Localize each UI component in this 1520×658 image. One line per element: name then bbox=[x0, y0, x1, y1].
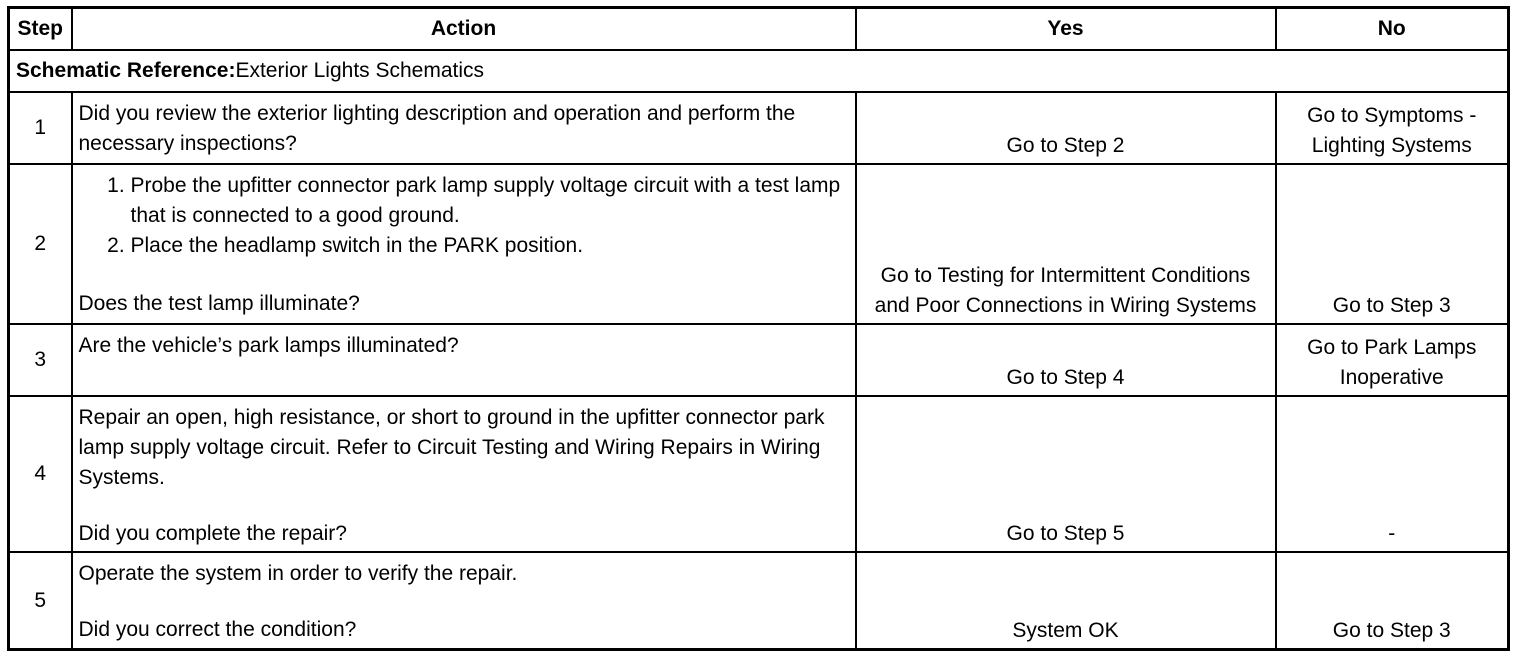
action-text: Are the vehicle’s park lamps illuminated? bbox=[78, 334, 459, 357]
no-cell bbox=[1276, 396, 1509, 552]
no-text: - bbox=[1388, 522, 1396, 545]
step-number: 2 bbox=[9, 164, 72, 324]
yes-cell bbox=[856, 552, 1276, 650]
header-action: Action bbox=[72, 8, 856, 51]
action-cell bbox=[72, 164, 856, 324]
step-number: 4 bbox=[9, 396, 72, 552]
no-cell bbox=[1276, 164, 1509, 324]
yes-text: Go to Step 2 bbox=[1006, 134, 1125, 157]
schematic-reference-cell bbox=[9, 50, 1509, 92]
table-row bbox=[9, 552, 1509, 650]
action-question: Did you correct the condition? bbox=[78, 618, 357, 641]
step-number: 1 bbox=[9, 92, 72, 164]
action-cell bbox=[72, 552, 856, 650]
header-no: No bbox=[1276, 8, 1509, 51]
yes-cell bbox=[856, 324, 1276, 396]
action-step-item: 1. Probe the upfitter connector park lamp supply voltage circuit with a test lamp that is connected to a good ground. bbox=[131, 171, 849, 231]
action-question: Did you complete the repair? bbox=[78, 522, 347, 545]
action-text: Repair an open, high resistance, or short to ground in the upfitter connector park lamp supply voltage circuit. Refer to Circuit Testing and Wiring Repairs in Wiring Systems. bbox=[78, 406, 825, 489]
no-text: Go to Step 3 bbox=[1332, 619, 1451, 642]
header-yes: Yes bbox=[856, 8, 1276, 51]
step-number: 3 bbox=[9, 324, 72, 396]
table-row bbox=[9, 92, 1509, 164]
action-step-list bbox=[79, 171, 849, 261]
table-row bbox=[9, 324, 1509, 396]
action-text: Did you review the exterior lighting description and operation and perform the necessary inspections? bbox=[78, 102, 796, 155]
header-step: Step bbox=[9, 8, 72, 51]
action-question: Does the test lamp illuminate? bbox=[78, 292, 360, 315]
yes-text: Go to Step 5 bbox=[1006, 522, 1125, 545]
action-cell bbox=[72, 396, 856, 552]
yes-text: Go to Testing for Intermittent Conditions and Poor Connections in Wiring Systems bbox=[874, 264, 1257, 317]
action-text: Operate the system in order to verify the repair. bbox=[78, 562, 518, 585]
schematic-reference-label: Schematic Reference: bbox=[16, 59, 236, 82]
yes-text: Go to Step 4 bbox=[1006, 366, 1125, 389]
table-row bbox=[9, 396, 1509, 552]
schematic-reference-value: Exterior Lights Schematics bbox=[235, 59, 485, 82]
diagnostic-table bbox=[7, 6, 1510, 651]
yes-text: System OK bbox=[1012, 619, 1119, 642]
action-step-item: 2. Place the headlamp switch in the PARK position. bbox=[131, 231, 849, 261]
schematic-reference-row bbox=[9, 50, 1509, 92]
yes-cell bbox=[856, 396, 1276, 552]
diagnostic-table-container bbox=[7, 6, 1507, 651]
no-text: Go to Park Lamps Inoperative bbox=[1307, 336, 1477, 389]
yes-cell bbox=[856, 164, 1276, 324]
no-cell bbox=[1276, 92, 1509, 164]
action-cell bbox=[72, 92, 856, 164]
no-cell bbox=[1276, 324, 1509, 396]
header-row bbox=[9, 8, 1509, 51]
table-row bbox=[9, 164, 1509, 324]
action-cell bbox=[72, 324, 856, 396]
step-number: 5 bbox=[9, 552, 72, 650]
yes-cell bbox=[856, 92, 1276, 164]
no-text: Go to Symptoms - Lighting Systems bbox=[1307, 104, 1477, 157]
no-text: Go to Step 3 bbox=[1332, 294, 1451, 317]
no-cell bbox=[1276, 552, 1509, 650]
